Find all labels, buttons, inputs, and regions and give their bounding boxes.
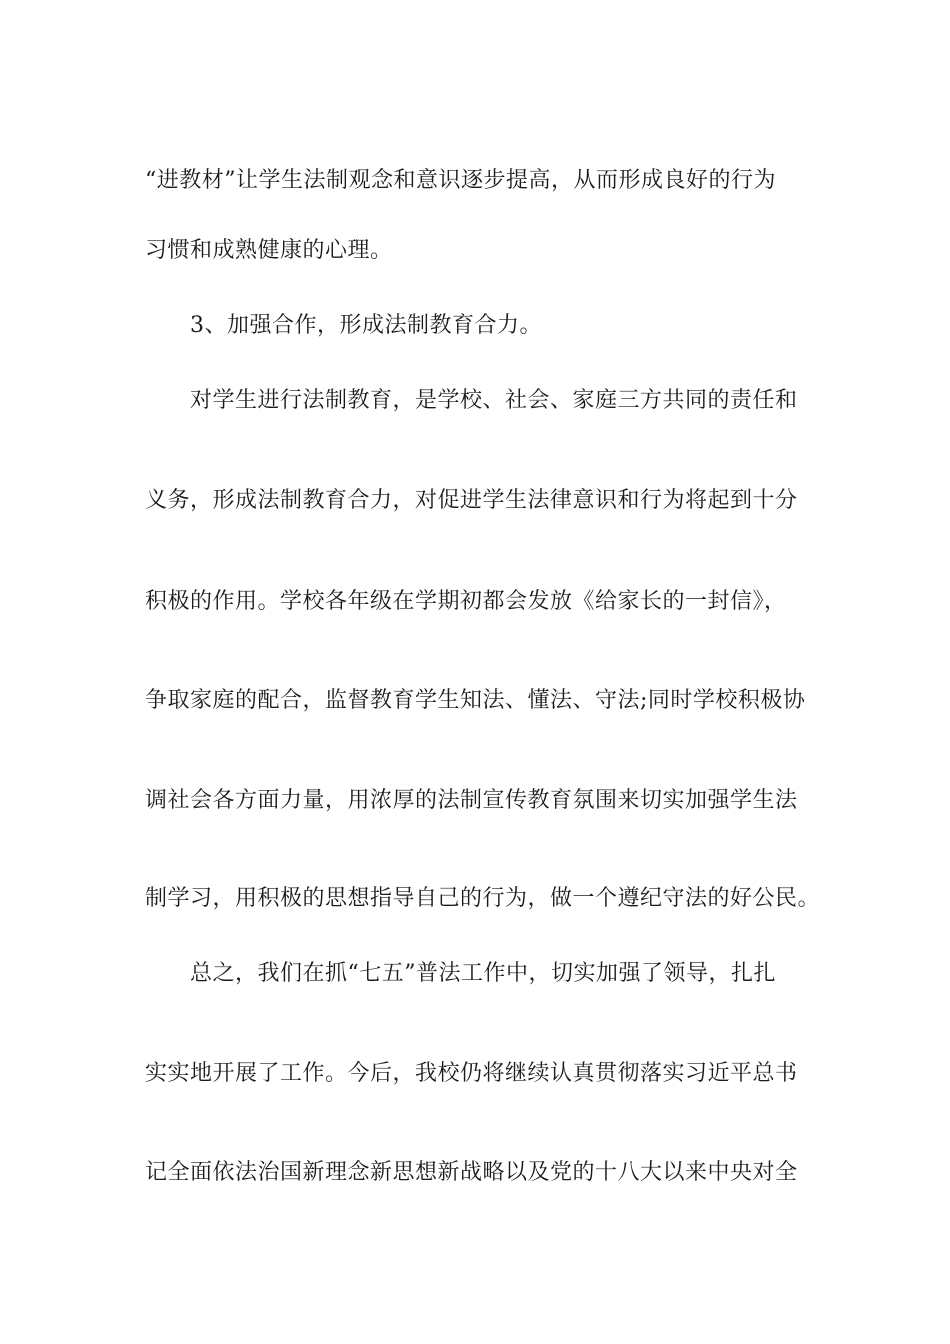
- text-line-12: 记全面依法治国新理念新思想新战略以及党的十八大以来中央对全: [145, 1160, 798, 1185]
- text-line-8: 调社会各方面力量，用浓厚的法制宣传教育氛围来切实加强学生法: [145, 788, 798, 813]
- paragraph-start-line: 对学生进行法制教育，是学校、社会、家庭三方共同的责任和: [190, 388, 798, 413]
- text-line-5: 义务，形成法制教育合力，对促进学生法律意识和行为将起到十分: [145, 488, 798, 513]
- text-line-1: “进教材”让学生法制观念和意识逐步提高，从而形成良好的行为: [145, 168, 776, 193]
- text-line-7: 争取家庭的配合，监督教育学生知法、懂法、守法;同时学校积极协: [145, 688, 806, 713]
- text-line-9: 制学习，用积极的思想指导自己的行为，做一个遵纪守法的好公民。: [145, 886, 821, 911]
- text-line-2: 习惯和成熟健康的心理。: [145, 238, 393, 263]
- paragraph-start-line: 总之，我们在抓“七五”普法工作中，切实加强了领导，扎扎: [190, 961, 776, 986]
- text-line-6: 积极的作用。学校各年级在学期初都会发放《给家长的一封信》，: [145, 589, 787, 614]
- text-line-11: 实实地开展了工作。今后，我校仍将继续认真贯彻落实习近平总书: [145, 1061, 798, 1086]
- section-heading: 3、加强合作，形成法制教育合力。: [190, 313, 542, 338]
